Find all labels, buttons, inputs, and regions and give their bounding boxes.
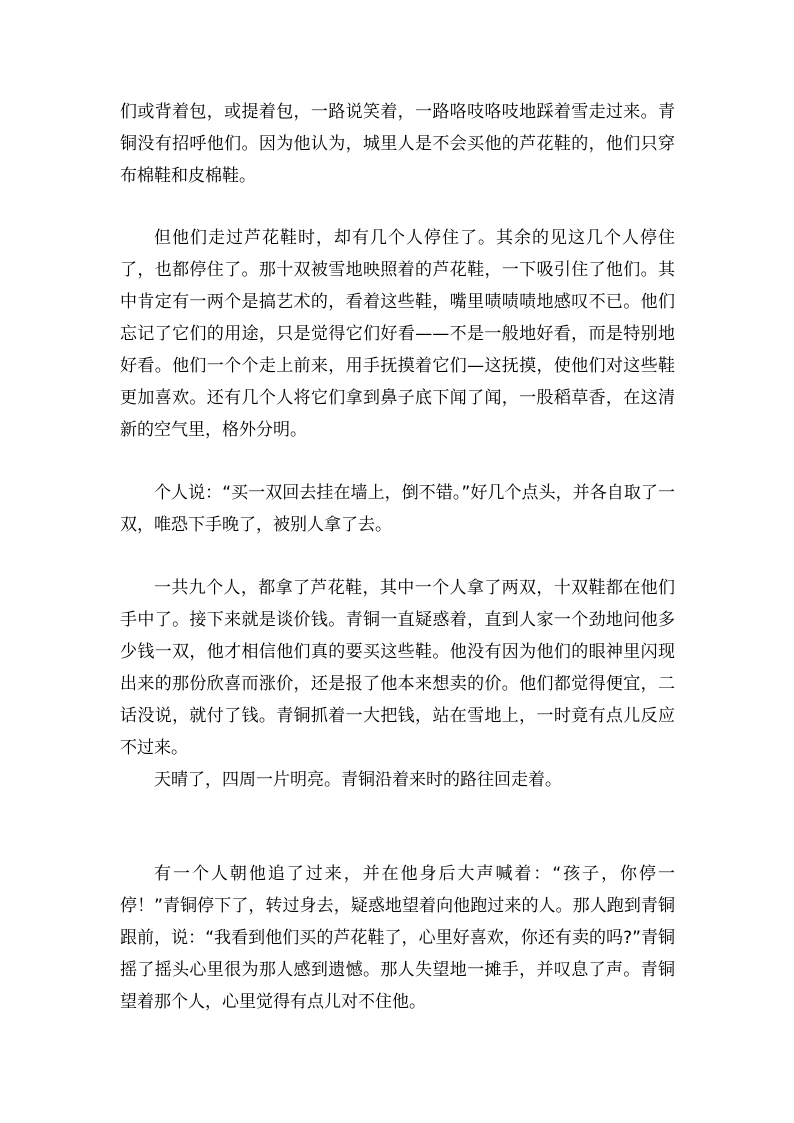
paragraph-6: 有一个人朝他追了过来，并在他身后大声喊着：“孩子，你停一停！”青铜停下了，转过身去，疑惑地望着向他跑过来的人。那人跑到青铜跟前，说：“我看到他们买的芦花鞋了，心里好喜欢，你还有卖的吗?”青铜摇了摇头心里很为那人感到遗憾。那人失望地一摊手，并叹息了声。青铜望着那个人，心里觉得有点儿对不住他。	[120, 864, 675, 1012]
paragraph-1: 们或背着包，或提着包，一路说笑着，一路咯吱咯吱地踩着雪走过来。青铜没有招呼他们。因为他认为，城里人是不会买他的芦花鞋的，他们只穿布棉鞋和皮棉鞋。	[120, 102, 675, 186]
paragraph-4: 一共九个人，都拿了芦花鞋，其中一个人拿了两双，十双鞋都在他们手中了。接下来就是谈价钱。青铜一直疑惑着，直到人家一个劲地问他多少钱一双，他才相信他们真的要买这些鞋。他没有因为他们的眼神里闪现出来的那份欣喜而涨价，还是报了他本来想卖的价。他们都觉得便宜，二话没说，就付了钱。青铜抓着一大把钱，站在雪地上，一时竟有点儿反应不过来。	[120, 578, 675, 758]
paragraph-5: 天晴了，四周一片明亮。青铜沿着来时的路往回走着。	[154, 770, 562, 790]
paragraph-3: 个人说：“买一双回去挂在墙上，倒不错。”好几个点头，并各自取了一双，唯恐下手晚了，被别人拿了去。	[120, 483, 675, 535]
paragraph-2: 但他们走过芦花鞋时，却有几个人停住了。其余的见这几个人停住了，也都停住了。那十双被雪地映照着的芦花鞋，一下吸引住了他们。其中肯定有一两个是搞艺术的，看着这些鞋，嘴里啧啧啧地感叹不已。他们忘记了它们的用途，只是觉得它们好看——不是一般地好看，而是特别地好看。他们一个个走上前来，用手抚摸着它们—这抚摸，使他们对这些鞋更加喜欢。还有几个人将它们拿到鼻子底下闻了闻，一股稻草香，在这清新的空气里，格外分明。	[120, 228, 675, 440]
